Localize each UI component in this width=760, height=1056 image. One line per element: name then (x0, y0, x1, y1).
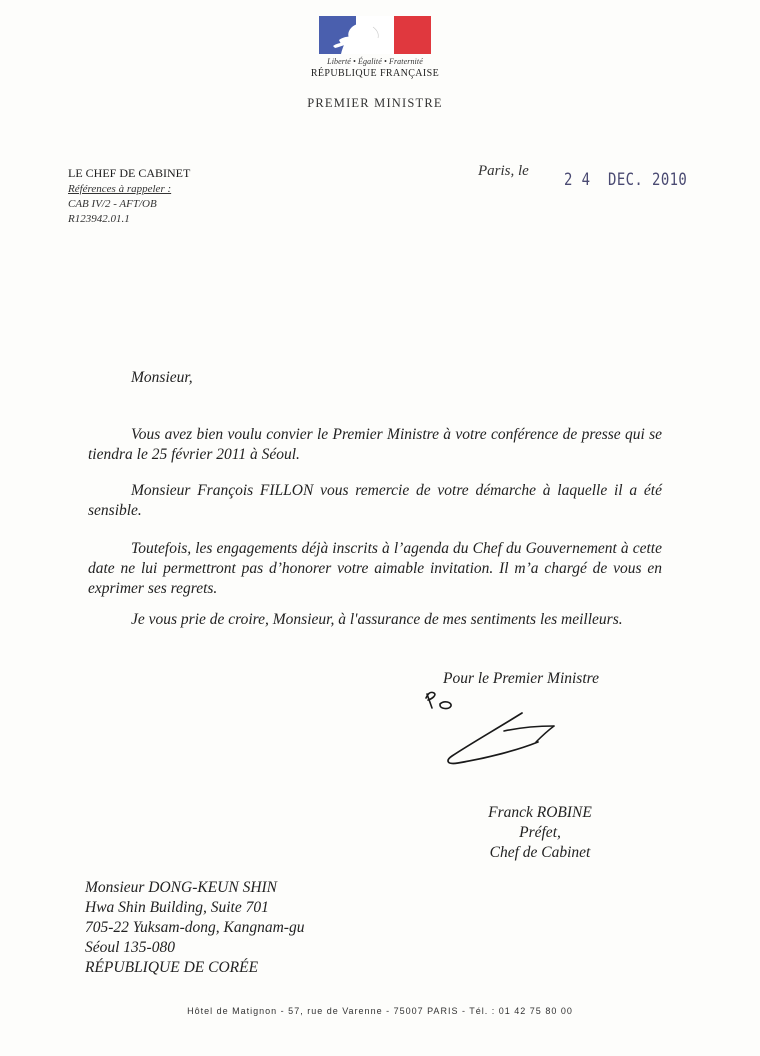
recipient-line: 705-22 Yuksam-dong, Kangnam-gu (85, 919, 305, 936)
paragraph-text: Monsieur François FILLON vous remercie de votre démarche à laquelle il a été sensible. (88, 482, 662, 519)
signer-title: Chef de Cabinet (489, 844, 591, 861)
reference-line: CAB IV/2 - AFT/OB (68, 198, 157, 210)
handwritten-signature (418, 688, 568, 778)
recipient-address (85, 878, 304, 978)
signer-block (440, 803, 640, 863)
marianne-logo (319, 16, 431, 54)
reference-line: R123942.01.1 (68, 213, 130, 225)
footer-address: Hôtel de Matignon - 57, rue de Varenne - 75007 PARIS - Tél. : 01 42 75 80 00 (187, 1006, 573, 1016)
paragraph (88, 481, 662, 521)
recipient-line: Hwa Shin Building, Suite 701 (85, 899, 269, 916)
paragraph (88, 539, 662, 599)
sender-office: LE CHEF DE CABINET (68, 166, 191, 180)
recipient-line: Monsieur DONG-KEUN SHIN (85, 879, 278, 896)
recipient-line: RÉPUBLIQUE DE CORÉE (85, 959, 259, 976)
date-stamp (564, 170, 687, 190)
signer-title: Préfet, (519, 824, 561, 841)
date-place: Paris, le (478, 163, 529, 179)
date-stamp-text: 2 4 DEC. 2010 (564, 170, 688, 190)
salutation: Monsieur, (131, 369, 193, 386)
reference-block (68, 182, 171, 227)
references-label: Références à rappeler : (68, 183, 172, 195)
paragraph (88, 425, 662, 465)
ministry-title: PREMIER MINISTRE (307, 96, 443, 110)
on-behalf-line: Pour le Premier Ministre (443, 670, 599, 687)
signer-name: Franck ROBINE (488, 804, 592, 821)
paragraph-text: Toutefois, les engagements déjà inscrits à l’agenda du Chef du Gouvernement à cette date ne lui permettront pas d’honorer votre aimable invitation. Il m’a chargé de vous en exprimer ses regrets. (88, 540, 662, 597)
recipient-line: Séoul 135-080 (85, 939, 175, 956)
paragraph-text: Vous avez bien voulu convier le Premier Ministre à votre conférence de presse qui se tiendra le 25 février 2011 à Séoul. (88, 426, 662, 463)
republic-name: RÉPUBLIQUE FRANÇAISE (310, 68, 440, 79)
republic-motto: Liberté • Égalité • Fraternité (327, 57, 423, 66)
closing-formula: Je vous prie de croire, Monsieur, à l'assurance de mes sentiments les meilleurs. (131, 611, 623, 628)
